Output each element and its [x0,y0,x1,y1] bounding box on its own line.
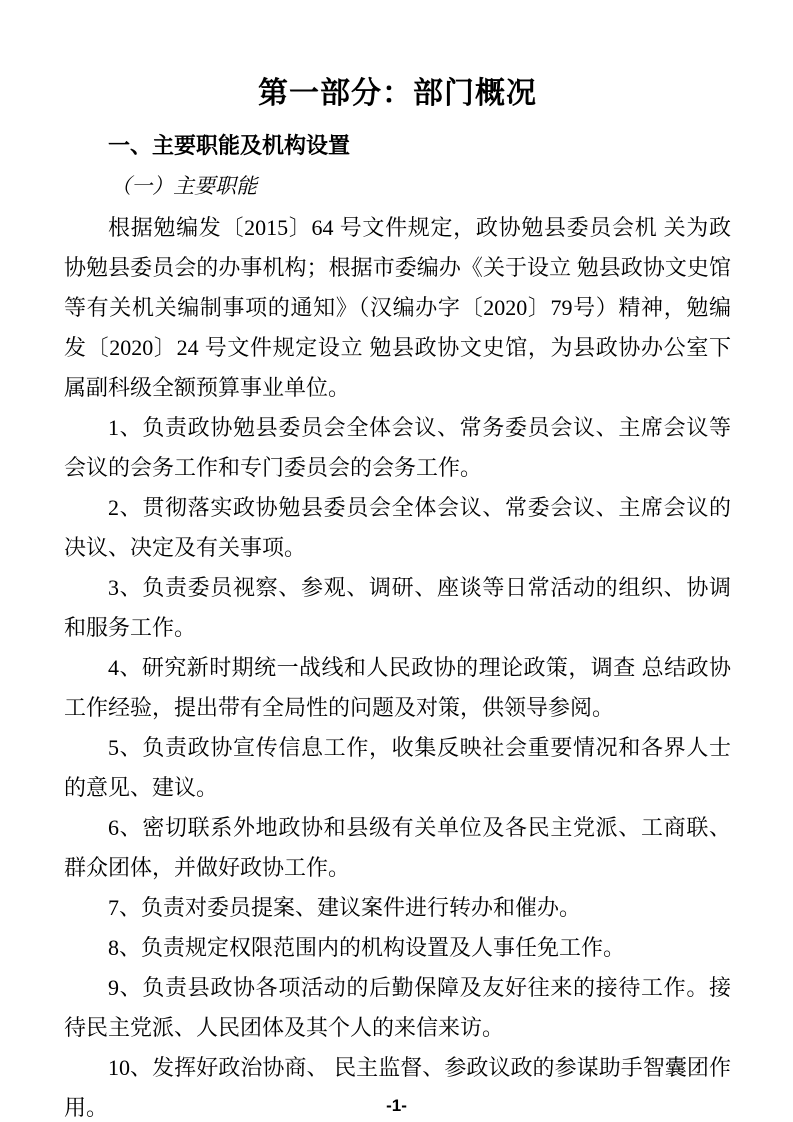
paragraph-duty-10: 10、发挥好政治协商、 民主监督、参政议政的参谋助手智囊团作用。 [64,1055,731,1120]
paragraph-duty-7: 7、负责对委员提案、建议案件进行转办和催办。 [108,895,582,920]
paragraph-duty-3: 3、负责委员视察、参观、调研、座谈等日常活动的组织、协调和服务工作。 [64,575,731,640]
paragraph-duty-6: 6、密切联系外地政协和县级有关单位及各民主党派、工商联、群众团体，并做好政协工作。 [64,815,731,880]
section-heading: 一、主要职能及机构设置 [108,133,351,158]
document-title: 第一部分：部门概况 [258,77,537,110]
paragraph-duty-1: 1、负责政协勉县委员会全体会议、常务委员会议、主席会议等会议的会务工作和专门委员会的会务工作。 [64,415,731,480]
paragraph-intro: 根据勉编发〔2015〕64 号文件规定，政协勉县委员会机 关为政协勉县委员会的办事机构；根据市委编办《关于设立 勉县政协文史馆等有关机关编制事项的通知》（汉编办字〔2020〕79号）精神，勉编发〔2020〕24 号文件规定设立 勉县政协文史馆，为县政协办公室下属副科级全额预算事业单位。 [64,215,731,400]
paragraph-duty-5: 5、负责政协宣传信息工作，收集反映社会重要情况和各界人士的意见、建议。 [64,735,731,800]
paragraph-duty-4: 4、研究新时期统一战线和人民政协的理论政策，调查 总结政协工作经验，提出带有全局性的问题及对策，供领导参阅。 [64,655,731,720]
paragraph-duty-8: 8、负责规定权限范围内的机构设置及人事任免工作。 [108,935,626,960]
paragraph-duty-9: 9、负责县政协各项活动的后勤保障及友好往来的接待工作。接待民主党派、人民团体及其个人的来信来访。 [64,975,731,1040]
paragraph-duty-2: 2、贯彻落实政协勉县委员会全体会议、常委会议、主席会议的决议、决定及有关事项。 [64,495,731,560]
page-number: -1- [386,1096,407,1115]
subsection-heading: （一）主要职能 [110,174,258,198]
